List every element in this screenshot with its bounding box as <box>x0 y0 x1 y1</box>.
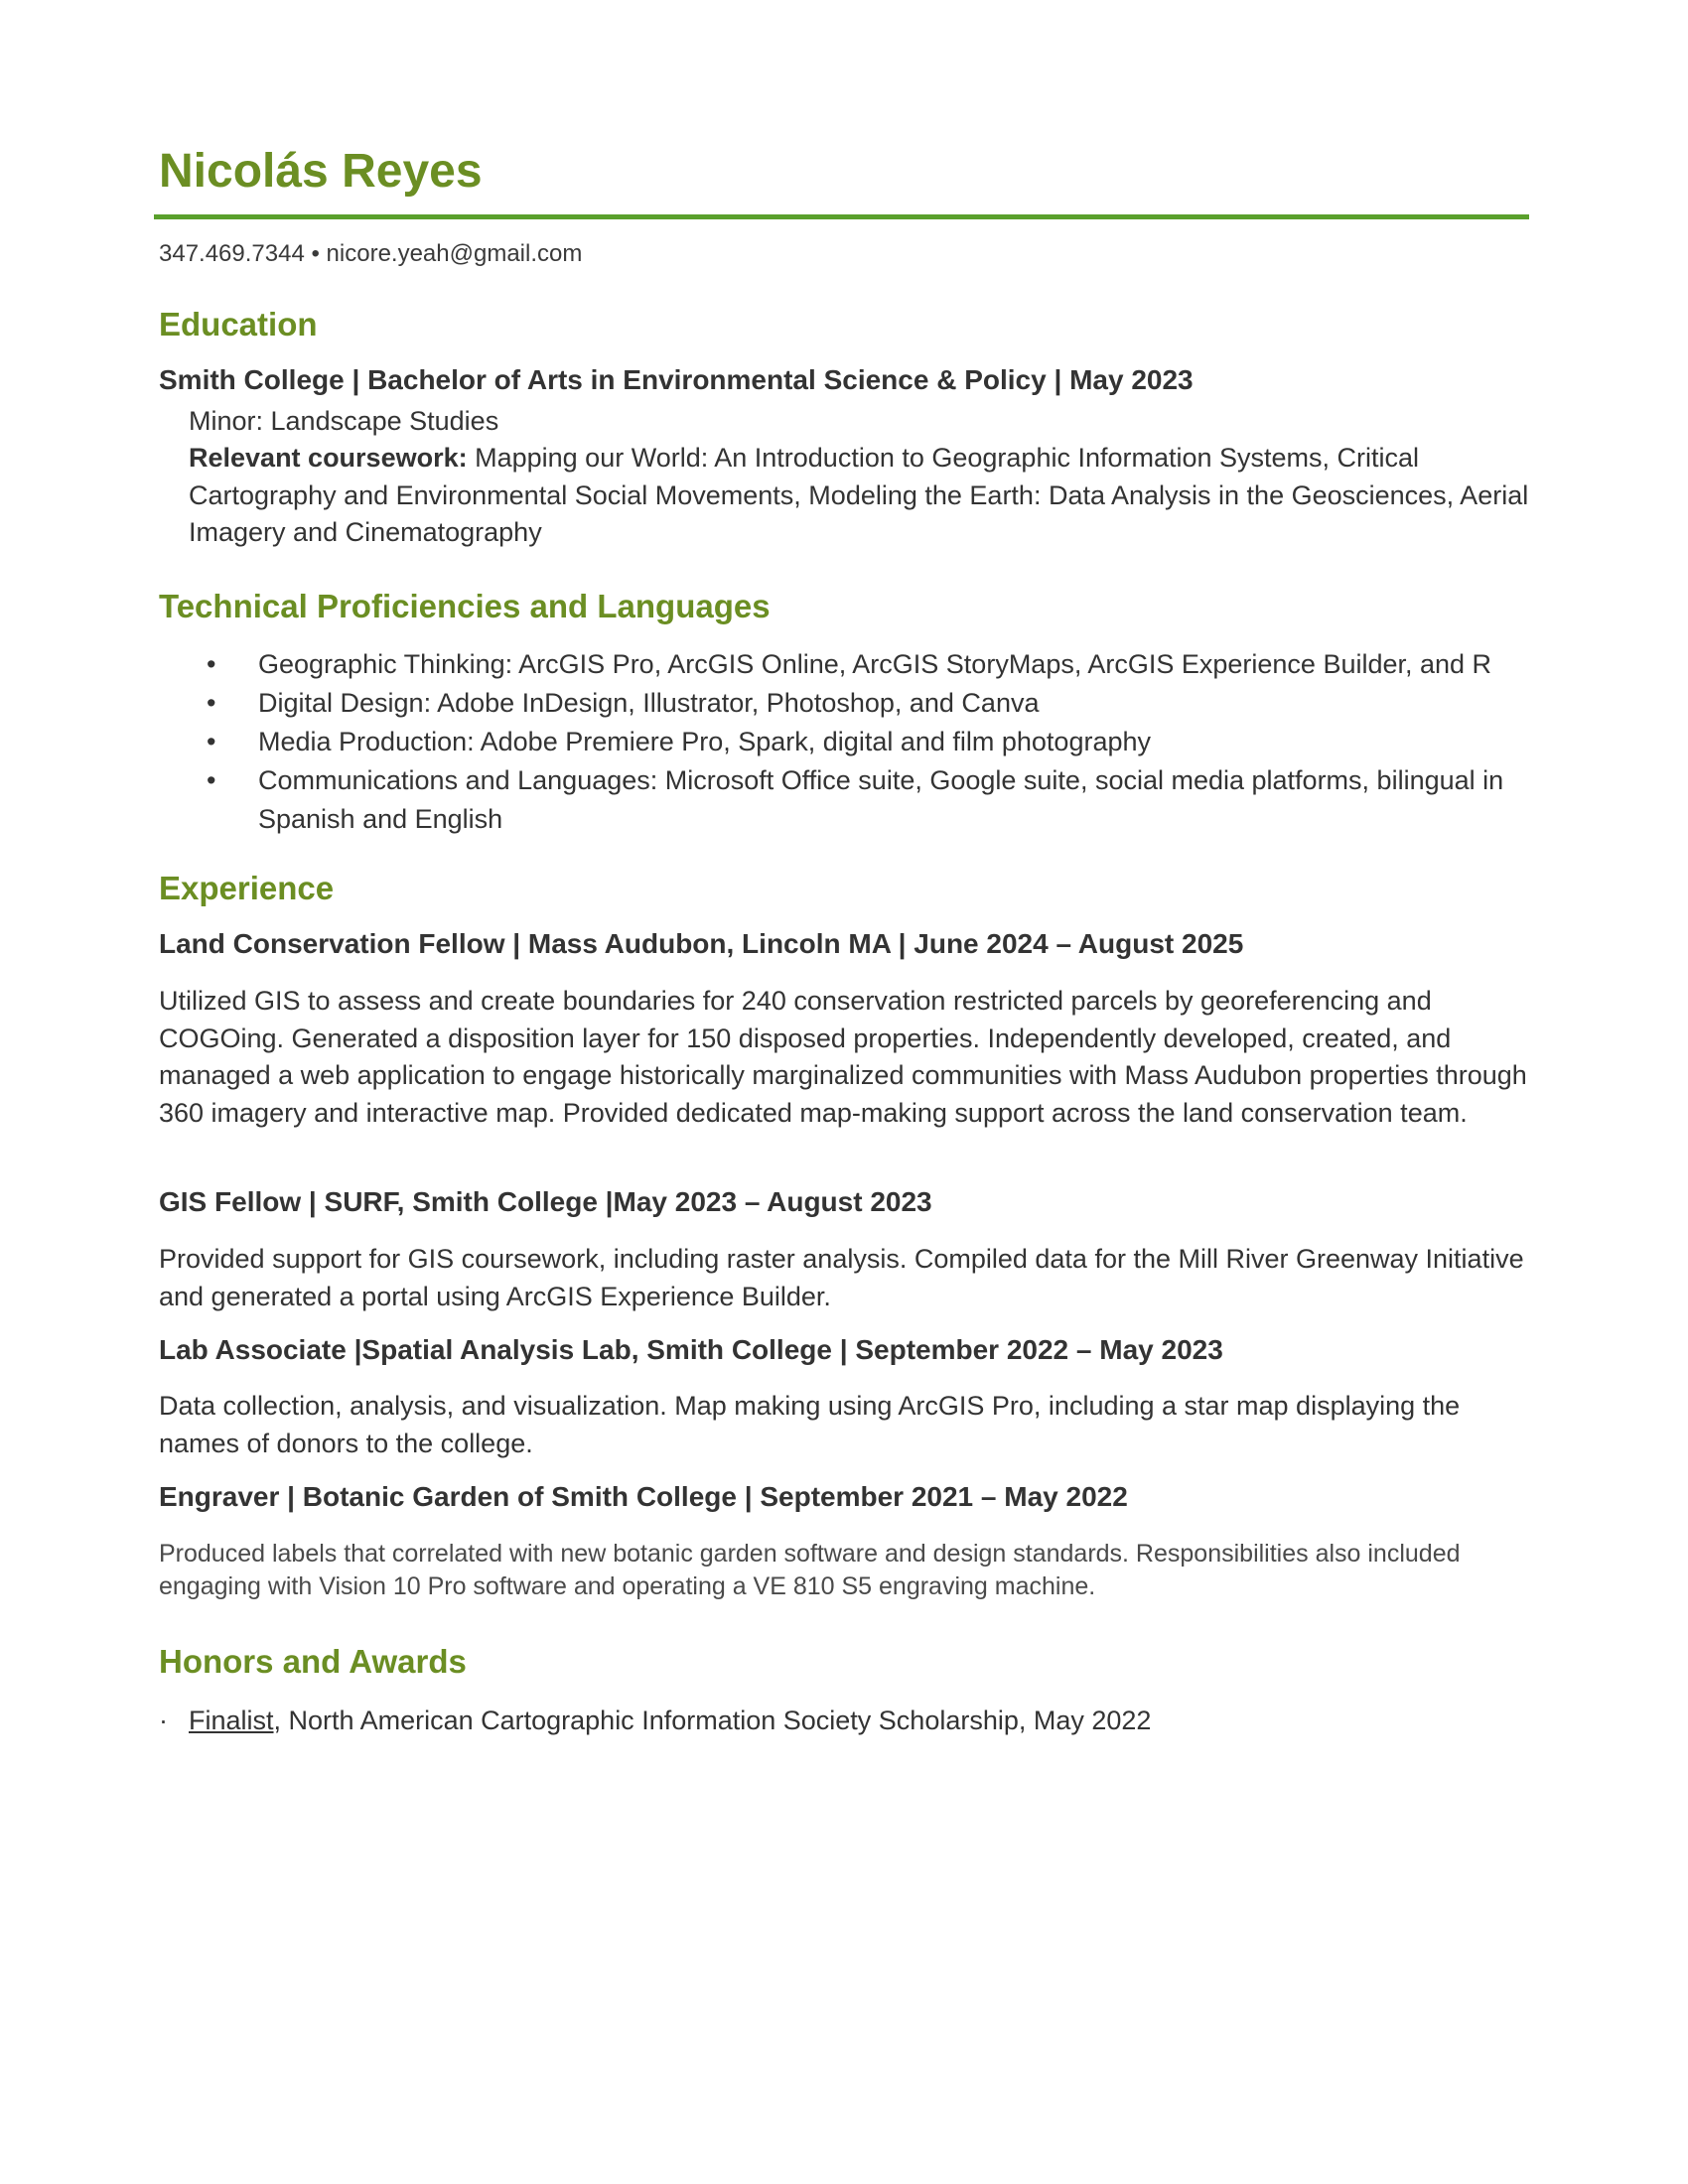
list-item <box>159 723 1529 761</box>
honor-detail: , North American Cartographic Information Society Scholarship, May 2022 <box>273 1706 1152 1735</box>
experience-title: GIS Fellow | SURF, Smith College |May 2023 – August 2023 <box>159 1186 932 1217</box>
bullet-icon: · <box>159 1706 168 1735</box>
honor-award: Finalist <box>189 1706 274 1735</box>
contact-info: 347.469.7344 • nicore.yeah@gmail.com <box>159 240 583 267</box>
honor-item <box>159 1706 1151 1736</box>
coursework-label: Relevant coursework: <box>189 443 468 473</box>
experience-heading: Experience <box>159 870 335 906</box>
experience-title: Land Conservation Fellow | Mass Audubon, Lincoln MA | June 2024 – August 2025 <box>159 928 1244 959</box>
honors-heading: Honors and Awards <box>159 1643 467 1680</box>
skill-text: Geographic Thinking: ArcGIS Pro, ArcGIS Online, ArcGIS StoryMaps, ArcGIS Experience Builder, and R <box>258 649 1492 679</box>
header-divider <box>154 214 1529 219</box>
bullet-icon: • <box>207 727 216 756</box>
experience-title: Engraver | Botanic Garden of Smith College | September 2021 – May 2022 <box>159 1481 1128 1512</box>
skills-heading: Technical Proficiencies and Languages <box>159 588 771 624</box>
skill-text: Digital Design: Adobe InDesign, Illustrator, Photoshop, and Canva <box>258 688 1040 718</box>
experience-description: Utilized GIS to assess and create boundaries for 240 conservation restricted parcels by georeferencing and COGOing. Generated a disposition layer for 150 disposed properties. Independently developed, created, and managed a web application to engage historically marginalized communities with Mass Audubon properties through 360 imagery and interactive map. Provided dedicated map-making support across the land conservation team. <box>159 986 1527 1128</box>
list-item <box>159 684 1529 723</box>
candidate-name: Nicolás Reyes <box>159 145 483 198</box>
list-item <box>159 645 1529 684</box>
bullet-icon: • <box>207 688 216 718</box>
skill-text: Communications and Languages: Microsoft Office suite, Google suite, social media platforms, bilingual in Spanish and English <box>258 765 1504 834</box>
education-coursework <box>189 440 1529 552</box>
education-heading: Education <box>159 306 318 342</box>
bullet-icon: • <box>207 765 216 795</box>
experience-description: Data collection, analysis, and visualization. Map making using ArcGIS Pro, including a star map displaying the names of donors to the college. <box>159 1391 1461 1458</box>
bullet-icon: • <box>207 649 216 679</box>
skills-list <box>159 645 1529 839</box>
experience-description: Produced labels that correlated with new botanic garden software and design standards. Responsibilities also included engaging with Vision 10 Pro software and operating a VE 810 S5 engraving machine. <box>159 1540 1461 1600</box>
coursework-text: Mapping our World: An Introduction to Geographic Information Systems, Critical Cartography and Environmental Social Movements, Modeling the Earth: Data Analysis in the Geosciences, Aerial Imagery and Cinematography <box>189 443 1529 547</box>
education-minor: Minor: Landscape Studies <box>189 406 499 436</box>
experience-title: Lab Associate |Spatial Analysis Lab, Smith College | September 2022 – May 2023 <box>159 1334 1223 1365</box>
skill-text: Media Production: Adobe Premiere Pro, Spark, digital and film photography <box>258 727 1152 756</box>
experience-description: Provided support for GIS coursework, including raster analysis. Compiled data for the Mill River Greenway Initiative and generated a portal using ArcGIS Experience Builder. <box>159 1244 1524 1311</box>
education-title: Smith College | Bachelor of Arts in Environmental Science & Policy | May 2023 <box>159 364 1194 395</box>
list-item <box>159 761 1529 839</box>
